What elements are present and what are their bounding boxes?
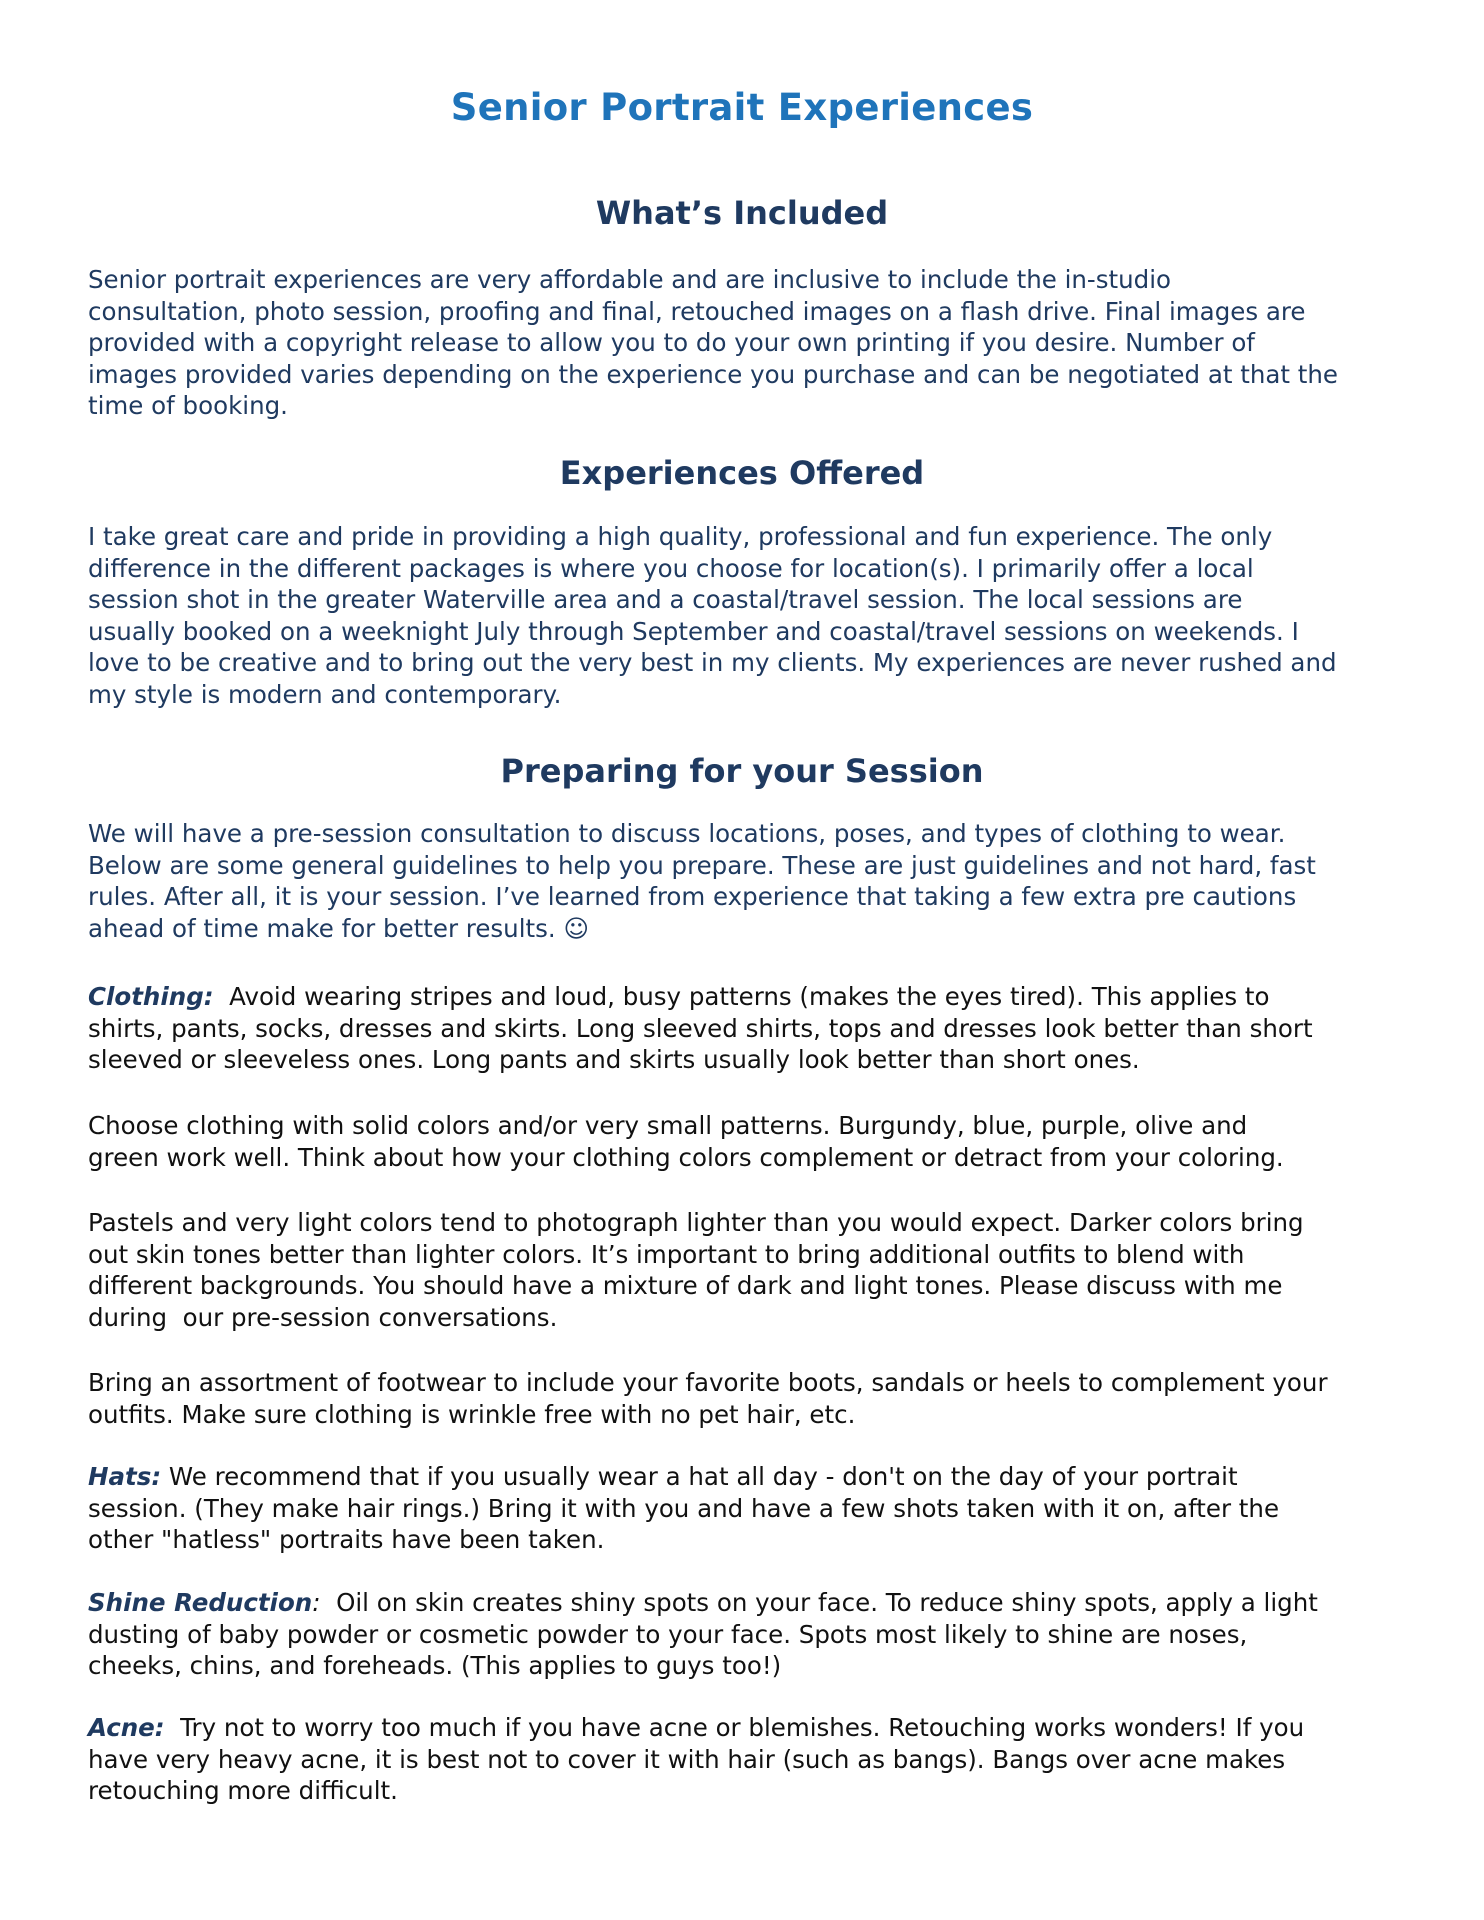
text-line: provided with a copyright release to allow you to do your own printing if you desire. Number of [88, 328, 1255, 358]
paragraph-preparing-session [88, 818, 1418, 944]
text-line: Pastels and very light colors tend to photograph lighter than you would expect. Darker colors bring [88, 1208, 1304, 1237]
shine-colon: : [312, 1588, 321, 1617]
text-line: Bring an assortment of footwear to include your favorite boots, sandals or heels to complement your [88, 1368, 1328, 1397]
hats-label: Hats: [88, 1462, 162, 1491]
text-line: my style is modern and contemporary. [88, 679, 562, 709]
paragraph-acne [88, 1712, 1418, 1807]
text-line: outfits. Make sure clothing is wrinkle free with no pet hair, etc. [88, 1399, 856, 1429]
text-line: shirts, pants, socks, dresses and skirts. Long sleeved shirts, tops and dresses look better than short [88, 1013, 1313, 1043]
text-line: rules. After all, it is your session. I’ve learned from experience that taking a few extra pre cautions [88, 882, 1297, 912]
paragraph-footwear [88, 1367, 1418, 1430]
text-line [88, 1587, 1418, 1619]
paragraph-hats [88, 1461, 1418, 1556]
text-line: during our pre-session conversations. [88, 1302, 558, 1332]
clothing-first-line: Avoid wearing stripes and loud, busy patterns (makes the eyes tired). This applies to [213, 982, 1270, 1011]
text-line: green work well. Think about how your clothing colors complement or detract from your coloring. [88, 1142, 1284, 1172]
heading-preparing-session: Preparing for your Session [500, 752, 984, 790]
text-line: Senior portrait experiences are very affordable and are inclusive to include the in-studio [88, 265, 1172, 294]
heading-experiences-offered: Experiences Offered [559, 454, 925, 492]
text-line: ahead of time make for better results. ☺ [88, 913, 590, 943]
acne-first-line: Try not to worry too much if you have acne or blemishes. Retouching works wonders! If you [164, 1713, 1305, 1742]
text-line [88, 1461, 1418, 1493]
paragraph-pastels [88, 1207, 1418, 1333]
heading-whats-included: What’s Included [595, 194, 889, 232]
text-line: I take great care and pride in providing a high quality, professional and fun experience. The only [88, 522, 1273, 551]
clothing-label: Clothing: [88, 982, 214, 1011]
text-line: Below are some general guidelines to help you prepare. These are just guidelines and not hard, fast [88, 850, 1316, 880]
paragraph-clothing [88, 981, 1418, 1076]
text-line: time of booking. [88, 391, 288, 421]
text-line: usually booked on a weeknight July through September and coastal/travel sessions on weekends. I [88, 616, 1299, 646]
text-line: have very heavy acne, it is best not to cover it with hair (such as bangs). Bangs over acne makes [88, 1744, 1286, 1774]
text-line: session. (They make hair rings.) Bring it with you and have a few shots taken with it on, after the [88, 1493, 1280, 1523]
text-line: cheeks, chins, and foreheads. (This applies to guys too!) [88, 1651, 782, 1681]
text-line: out skin tones better than lighter colors. It’s important to bring additional outfits to blend with [88, 1239, 1245, 1269]
text-line: different backgrounds. You should have a mixture of dark and light tones. Please discuss with me [88, 1271, 1283, 1301]
page-title: Senior Portrait Experiences [450, 86, 1034, 129]
text-line: sleeved or sleeveless ones. Long pants and skirts usually look better than short ones. [88, 1045, 1140, 1075]
paragraph-whats-included [88, 264, 1418, 422]
paragraph-clothing-colors [88, 1110, 1418, 1173]
text-line: difference in the different packages is where you choose for location(s). I primarily offer a local [88, 553, 1254, 583]
text-line [88, 981, 1418, 1013]
text-line [88, 1712, 1418, 1744]
text-line: dusting of baby powder or cosmetic powder to your face. Spots most likely to shine are noses, [88, 1619, 1248, 1649]
text-line: Choose clothing with solid colors and/or very small patterns. Burgundy, blue, purple, olive and [88, 1111, 1248, 1140]
text-line: consultation, photo session, proofing and final, retouched images on a flash drive. Final images are [88, 296, 1306, 326]
hats-first-line: We recommend that if you usually wear a hat all day - don't on the day of your portrait [161, 1462, 1238, 1491]
acne-label: Acne: [88, 1713, 165, 1742]
text-line: images provided varies depending on the experience you purchase and can be negotiated at that the [88, 359, 1339, 389]
shine-first-line: Oil on skin creates shiny spots on your face. To reduce shiny spots, apply a light [320, 1588, 1318, 1617]
paragraph-experiences-offered [88, 521, 1418, 711]
text-line: session shot in the greater Waterville area and a coastal/travel session. The local sessions are [88, 585, 1243, 615]
text-line: other "hatless" portraits have been taken. [88, 1525, 605, 1555]
shine-label: Shine Reduction [88, 1588, 313, 1617]
paragraph-shine-reduction [88, 1587, 1418, 1682]
text-line: We will have a pre-session consultation to discuss locations, poses, and types of clothing to wear. [88, 819, 1286, 848]
text-line: love to be creative and to bring out the very best in my clients. My experiences are never rushed and [88, 648, 1337, 678]
text-line: retouching more difficult. [88, 1776, 398, 1806]
